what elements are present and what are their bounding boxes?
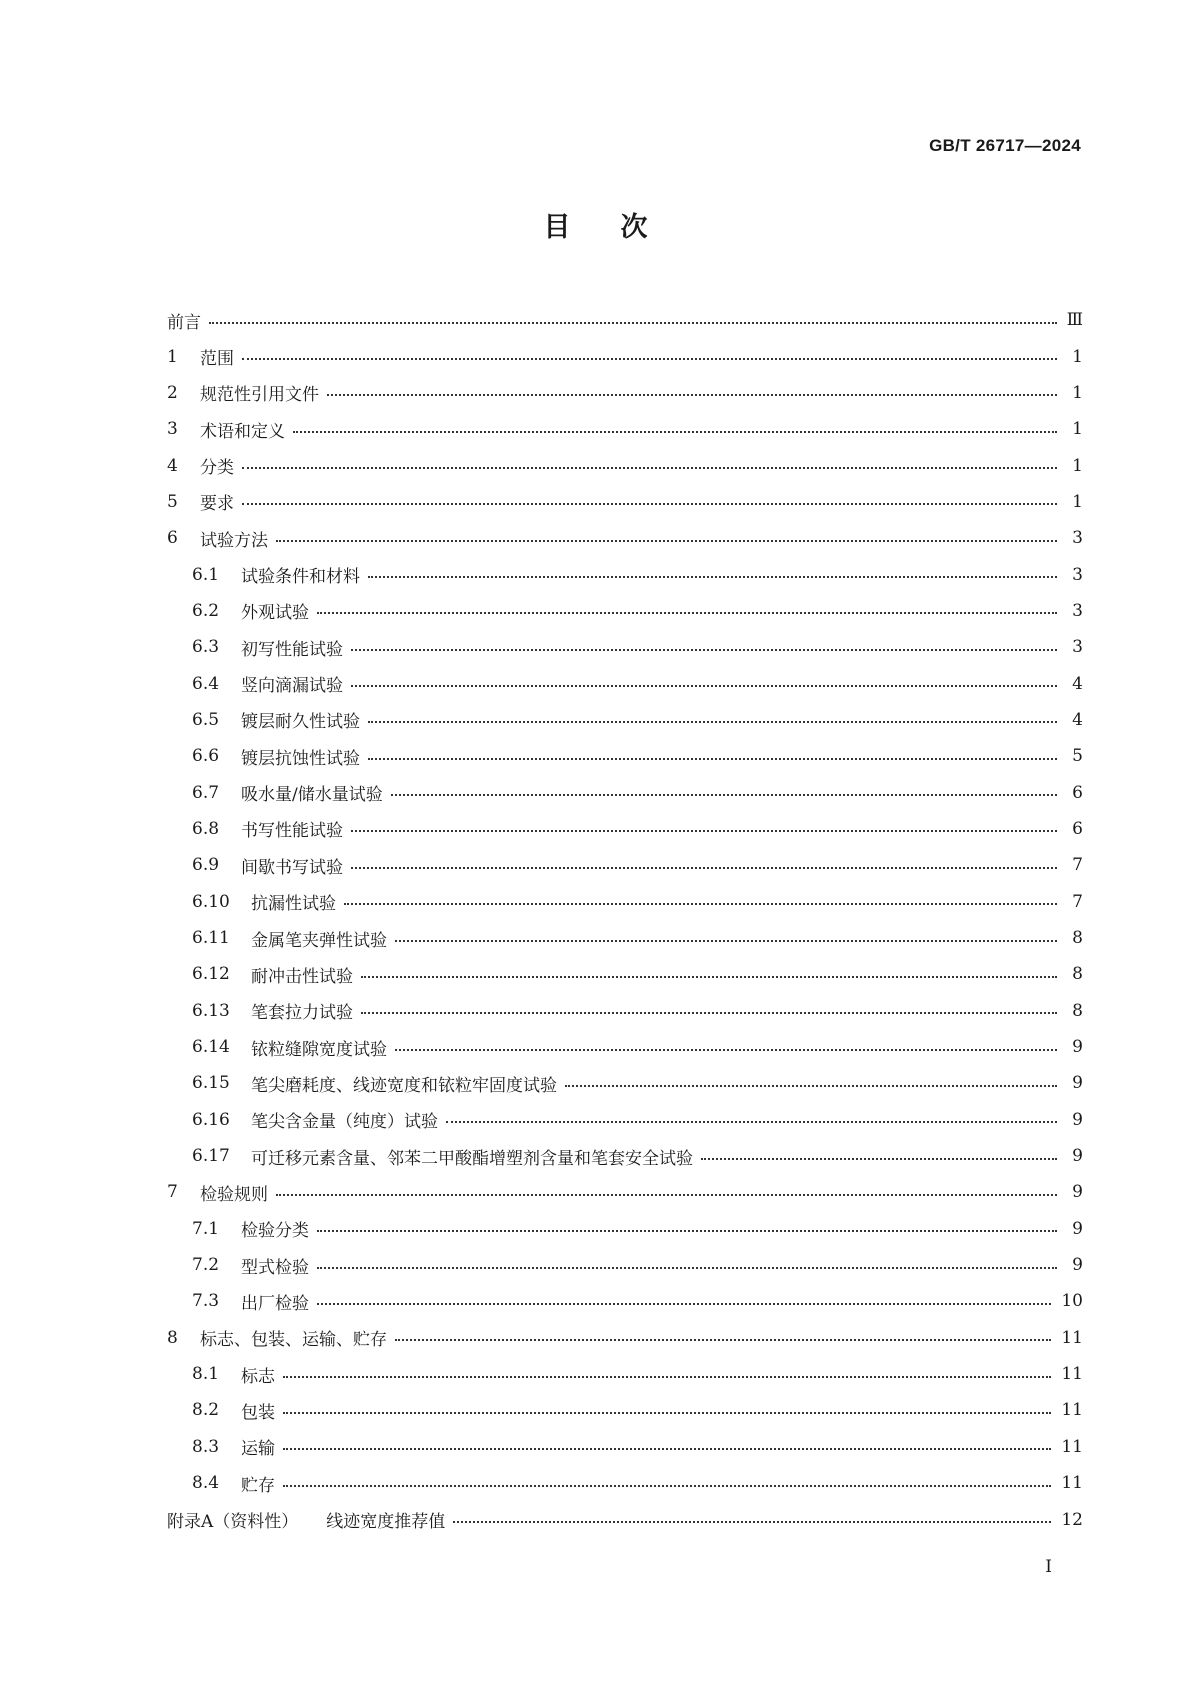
toc-entry[interactable]: [167, 1320, 1083, 1356]
toc-entry[interactable]: [167, 1247, 1083, 1283]
toc-entry[interactable]: [167, 1283, 1083, 1319]
toc-title-char-1: 目: [543, 212, 571, 243]
toc-entry-page: 7: [1072, 891, 1083, 912]
toc-entry-label: [241, 1253, 317, 1278]
toc-dot-leader: [283, 1447, 1051, 1450]
toc-entry-label: [251, 1035, 395, 1060]
toc-entry-page: 1: [1072, 382, 1083, 403]
toc-entry-label: [241, 1471, 283, 1496]
toc-entry-number: 6.2: [192, 600, 220, 621]
toc-dot-leader: [242, 502, 1057, 505]
toc-entry[interactable]: [167, 1429, 1083, 1465]
toc-entry-number: 6.4: [192, 673, 220, 694]
toc-title-char-2: 次: [620, 212, 648, 243]
toc-entry-number: 8.4: [192, 1473, 220, 1494]
toc-entry-label: [241, 1289, 317, 1314]
toc-entry-page: 3: [1072, 528, 1083, 549]
toc-entry-page: 8: [1072, 964, 1083, 985]
toc-entry-number: 7.3: [192, 1291, 220, 1312]
toc-entry-page: 1: [1072, 491, 1083, 512]
toc-entry-label-text: 标志、包装、运输、贮存: [200, 1330, 387, 1351]
toc-dot-leader: [368, 757, 1057, 760]
toc-entry[interactable]: [167, 447, 1083, 483]
toc-entry-label: [241, 671, 351, 696]
toc-entry-label: [167, 308, 209, 333]
toc-entry-label-text: 笔尖磨耗度、线迹宽度和铱粒牢固度试验: [251, 1075, 557, 1096]
toc-entry-label: [200, 1180, 276, 1205]
toc-entry-page: 9: [1072, 1073, 1083, 1094]
toc-entry-label-text: 分类: [200, 458, 234, 479]
toc-dot-leader: [565, 1084, 1057, 1087]
toc-entry[interactable]: [167, 484, 1083, 520]
toc-entry-label: [241, 598, 317, 623]
toc-dot-leader: [317, 1266, 1057, 1269]
toc-entry-label: [241, 707, 368, 732]
toc-dot-leader: [344, 902, 1057, 905]
toc-entry-page: 11: [1061, 1400, 1083, 1421]
toc-dot-leader: [317, 611, 1057, 614]
toc-entry-label: [167, 1507, 453, 1532]
toc-entry[interactable]: [167, 847, 1083, 883]
toc-entry-label-text: 笔尖含金量（纯度）试验: [251, 1112, 438, 1133]
toc-entry[interactable]: [167, 629, 1083, 665]
toc-entry-label-text: 运输: [241, 1439, 275, 1460]
toc-entry-number: 2: [167, 382, 178, 403]
toc-entry-label-text: 吸水量/储水量试验: [241, 785, 383, 806]
toc-entry-page: 10: [1061, 1291, 1083, 1312]
toc-dot-leader: [276, 1193, 1057, 1196]
toc-entry-label-text: 要求: [200, 494, 234, 515]
toc-entry-page: 3: [1072, 600, 1083, 621]
toc-entry-number: 6.12: [192, 964, 230, 985]
toc-entry-number: 5: [167, 491, 178, 512]
toc-entry-label-text: 镀层抗蚀性试验: [241, 748, 360, 769]
toc-entry-page: 4: [1072, 673, 1083, 694]
toc-dot-leader: [317, 1302, 1051, 1305]
toc-entry[interactable]: [167, 593, 1083, 629]
toc-dot-leader: [351, 684, 1057, 687]
toc-entry-label-text: 竖向滴漏试验: [241, 676, 343, 697]
toc-entry[interactable]: [167, 1138, 1083, 1174]
toc-entry[interactable]: [167, 1465, 1083, 1501]
toc-entry-label-text: 试验条件和材料: [241, 567, 360, 588]
toc-entry-page: 3: [1072, 637, 1083, 658]
toc-entry-number: 6.17: [192, 1146, 230, 1167]
toc-dot-leader: [276, 539, 1057, 542]
toc-entry-label: [241, 744, 368, 769]
toc-entry-label: [251, 1144, 701, 1169]
toc-dot-leader: [242, 466, 1057, 469]
toc-dot-leader: [391, 793, 1057, 796]
toc-entry-label: [200, 417, 293, 442]
toc-entry-label: [200, 453, 242, 478]
toc-entry-page: 11: [1061, 1364, 1083, 1385]
toc-entry-annex-title: 线迹宽度推荐值: [326, 1512, 446, 1533]
toc-entry[interactable]: [167, 993, 1083, 1029]
toc-entry-label-text: 耐冲击性试验: [251, 966, 353, 987]
toc-entry-number: 6.13: [192, 1000, 230, 1021]
toc-dot-leader: [446, 1120, 1057, 1123]
toc-entry-label-text: 范围: [200, 349, 234, 370]
toc-entry-label-text: 贮存: [241, 1475, 275, 1496]
toc-entry-number: 6.7: [192, 782, 220, 803]
toc-entry[interactable]: [167, 520, 1083, 556]
toc-entry-label: [200, 380, 327, 405]
toc-entry-label: [241, 780, 391, 805]
toc-entry-label-text: 间歇书写试验: [241, 857, 343, 878]
toc-entry-number: 7: [167, 1182, 178, 1203]
toc-entry-number: 7.1: [192, 1218, 220, 1239]
toc-entry-label: [241, 1398, 283, 1423]
toc-entry-page: 9: [1072, 1218, 1083, 1239]
toc-entry-label: [241, 635, 351, 660]
toc-dot-leader: [209, 321, 1057, 324]
toc-entry-label: [200, 489, 242, 514]
toc-dot-leader: [283, 1411, 1051, 1414]
toc-entry-label-text: 书写性能试验: [241, 821, 343, 842]
toc-entry-number: 6.15: [192, 1073, 230, 1094]
toc-entry-label: [241, 816, 351, 841]
toc-entry-label: [241, 1434, 283, 1459]
toc-entry-label-text: 可迁移元素含量、邻苯二甲酸酯增塑剂含量和笔套安全试验: [251, 1148, 693, 1169]
toc-dot-leader: [317, 1229, 1057, 1232]
toc-entry[interactable]: [167, 920, 1083, 956]
toc-entry-page: Ⅲ: [1066, 310, 1083, 331]
toc-entry-page: 9: [1072, 1182, 1083, 1203]
toc-entry-label: [200, 1325, 395, 1350]
toc-dot-leader: [395, 939, 1057, 942]
toc-entry-number: 6.16: [192, 1109, 230, 1130]
toc-entry-page: 9: [1072, 1255, 1083, 1276]
toc-entry-number: 8.1: [192, 1364, 220, 1385]
toc-entry[interactable]: [167, 556, 1083, 592]
toc-entry-label-text: 规范性引用文件: [200, 385, 319, 406]
toc-dot-leader: [361, 1011, 1057, 1014]
toc-entry-label: [200, 526, 276, 551]
toc-entry-label-text: 检验分类: [241, 1221, 309, 1242]
toc-entry-page: 12: [1061, 1509, 1083, 1530]
toc-entry-number: 1: [167, 346, 178, 367]
toc-entry-page: 3: [1072, 564, 1083, 585]
toc-dot-leader: [293, 430, 1057, 433]
toc-entry-number: 6.10: [192, 891, 230, 912]
toc-entry-label-text: 前言: [167, 312, 201, 333]
toc-entry-page: 11: [1061, 1327, 1083, 1348]
toc-entry-number: 6.1: [192, 564, 220, 585]
toc-title: [0, 205, 1191, 244]
toc-entry[interactable]: [167, 1211, 1083, 1247]
toc-entry-page: 6: [1072, 818, 1083, 839]
toc-entry-number: 6.11: [192, 928, 230, 949]
toc-dot-leader: [361, 975, 1057, 978]
toc-entry-label: [241, 1362, 283, 1387]
toc-entry-page: 1: [1072, 455, 1083, 476]
page-number: Ⅰ: [1045, 1557, 1052, 1577]
toc-entry-page: 9: [1072, 1109, 1083, 1130]
toc-entry-label: [251, 1071, 565, 1096]
toc-entry-label: [251, 926, 395, 951]
toc-entry-label-text: 出厂检验: [241, 1293, 309, 1314]
toc-entry-number: 8.2: [192, 1400, 220, 1421]
toc-entry-label: [200, 344, 242, 369]
toc-entry[interactable]: [167, 1102, 1083, 1138]
toc-entry-label: [241, 562, 368, 587]
toc-entry-page: 1: [1072, 419, 1083, 440]
toc-dot-leader: [368, 720, 1057, 723]
toc-entry-page: 5: [1072, 746, 1083, 767]
toc-entry-label-text: 型式检验: [241, 1257, 309, 1278]
toc-entry[interactable]: [167, 1392, 1083, 1428]
toc-dot-leader: [242, 357, 1057, 360]
toc-dot-leader: [368, 575, 1057, 578]
standard-code: GB/T 26717—2024: [929, 136, 1081, 155]
toc-entry-label-text: 抗漏性试验: [251, 894, 336, 915]
toc-entry-label-text: 铱粒缝隙宽度试验: [251, 1039, 387, 1060]
toc-dot-leader: [351, 866, 1057, 869]
toc-entry-page: 9: [1072, 1037, 1083, 1058]
toc-entry-label-text: 金属笔夹弹性试验: [251, 930, 387, 951]
toc-entry-page: 9: [1072, 1146, 1083, 1167]
toc-dot-leader: [351, 829, 1057, 832]
toc-entry[interactable]: [167, 884, 1083, 920]
toc-entry-label: [251, 962, 361, 987]
toc-entry-page: 8: [1072, 928, 1083, 949]
toc-entry-label-text: 检验规则: [200, 1184, 268, 1205]
toc-entry-number: 6.6: [192, 746, 220, 767]
toc-dot-leader: [351, 648, 1057, 651]
toc-entry-page: 11: [1061, 1473, 1083, 1494]
toc-entry-number: 8: [167, 1327, 178, 1348]
toc-entry-number: 6.3: [192, 637, 220, 658]
toc-dot-leader: [701, 1157, 1057, 1160]
toc-entry-label-text: 附录A（资料性）: [167, 1512, 299, 1533]
toc-entry[interactable]: [167, 1174, 1083, 1210]
toc-dot-leader: [327, 393, 1057, 396]
toc-entry-label-text: 试验方法: [200, 530, 268, 551]
toc-entry-label-text: 笔套拉力试验: [251, 1003, 353, 1024]
toc-entry-label: [251, 1107, 446, 1132]
toc-entry[interactable]: [167, 1356, 1083, 1392]
toc-entry-page: 8: [1072, 1000, 1083, 1021]
toc-entry[interactable]: [167, 811, 1083, 847]
toc-entry[interactable]: [167, 1029, 1083, 1065]
toc-entry-page: 1: [1072, 346, 1083, 367]
toc-entry-page: 6: [1072, 782, 1083, 803]
toc-entry[interactable]: [167, 738, 1083, 774]
toc-entry-label-text: 初写性能试验: [241, 639, 343, 660]
toc-entry[interactable]: [167, 702, 1083, 738]
toc-entry-number: 6.8: [192, 818, 220, 839]
toc-entry[interactable]: [167, 1501, 1083, 1537]
toc-entry-label: [241, 1216, 317, 1241]
toc-entry-number: 4: [167, 455, 178, 476]
toc-entry-label-text: 外观试验: [241, 603, 309, 624]
toc-dot-leader: [283, 1484, 1051, 1487]
toc-entry-label: [251, 998, 361, 1023]
toc-entry[interactable]: [167, 375, 1083, 411]
toc-entry[interactable]: [167, 338, 1083, 374]
toc-entry-number: 6.9: [192, 855, 220, 876]
toc-entry-label: [251, 889, 344, 914]
toc-dot-leader: [453, 1520, 1051, 1523]
toc-entry[interactable]: [167, 302, 1083, 338]
toc-entry-label-text: 包装: [241, 1402, 275, 1423]
toc-dot-leader: [283, 1375, 1051, 1378]
toc-entry[interactable]: [167, 774, 1083, 810]
toc-entry[interactable]: [167, 665, 1083, 701]
toc-entry-label-text: 镀层耐久性试验: [241, 712, 360, 733]
toc-entry[interactable]: [167, 411, 1083, 447]
toc-entry-number: 6: [167, 528, 178, 549]
toc-entry-number: 6.5: [192, 709, 220, 730]
table-of-contents: [167, 302, 1083, 1538]
toc-entry-label: [241, 853, 351, 878]
toc-dot-leader: [395, 1338, 1051, 1341]
toc-entry-number: 3: [167, 419, 178, 440]
toc-entry-number: 7.2: [192, 1255, 220, 1276]
toc-dot-leader: [395, 1048, 1057, 1051]
toc-entry[interactable]: [167, 956, 1083, 992]
toc-entry[interactable]: [167, 1065, 1083, 1101]
toc-entry-page: 7: [1072, 855, 1083, 876]
toc-entry-number: 8.3: [192, 1436, 220, 1457]
toc-entry-number: 6.14: [192, 1037, 230, 1058]
toc-entry-label-text: 标志: [241, 1366, 275, 1387]
toc-entry-label-text: 术语和定义: [200, 421, 285, 442]
toc-entry-page: 4: [1072, 709, 1083, 730]
toc-entry-page: 11: [1061, 1436, 1083, 1457]
